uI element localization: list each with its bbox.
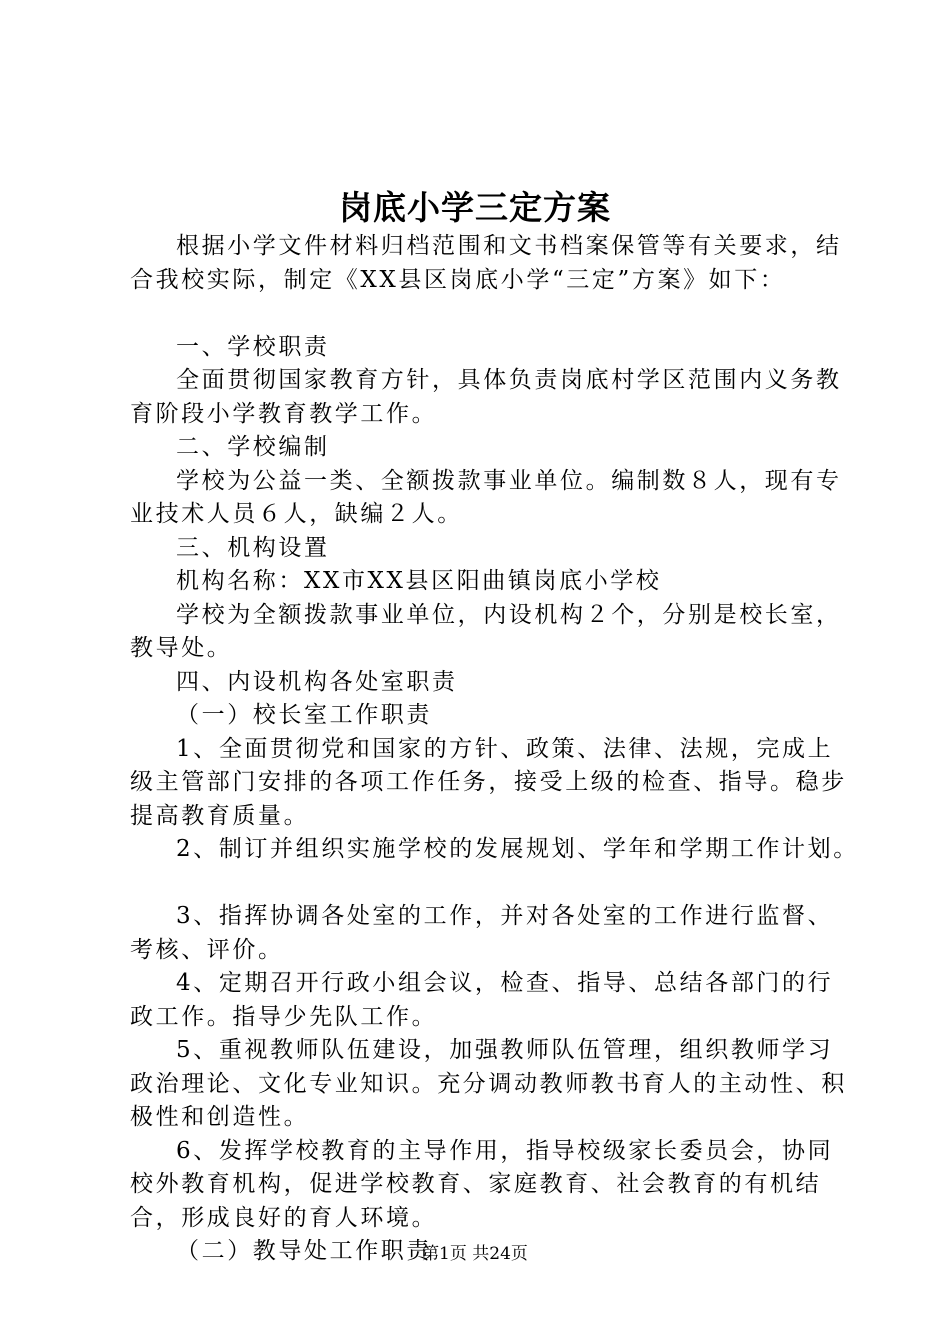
list-item-duty-3: 3、指挥协调各处室的工作，并对各处室的工作进行监督、考核、评价。 — [130, 903, 834, 963]
paragraph-staffing: 学校为公益一类、全额拨款事业单位。编制数８人，现有专业技术人员６人，缺编２人。 — [130, 467, 842, 527]
paragraph-organization-units: 学校为全额拨款事业单位，内设机构２个，分别是校长室，教导处。 — [130, 601, 842, 661]
page-number-footer: 第1页 共24页 — [422, 1244, 528, 1264]
section-heading-school-duties: 一、学校职责 — [176, 333, 330, 360]
subsection-heading-teaching-office: （二）教导处工作职责 — [176, 1238, 432, 1264]
list-item-duty-4: 4、定期召开行政小组会议，检查、指导、总结各部门的行政工作。指导少先队工作。 — [130, 970, 834, 1030]
section-heading-unit-duties: 四、内设机构各处室职责 — [176, 668, 458, 695]
intro-paragraph: 根据小学文件材料归档范围和文书档案保管等有关要求，结合我校实际，制定《XX县区岗底小学“三定”方案》如下： — [130, 233, 842, 293]
paragraph-school-duties: 全面贯彻国家教育方针，具体负责岗底村学区范围内义务教育阶段小学教育教学工作。 — [130, 367, 842, 427]
list-item-duty-5: 5、重视教师队伍建设，加强教师队伍管理，组织教师学习政治理论、文化专业知识。充分调动教师教书育人的主动性、积极性和创造性。 — [130, 1037, 847, 1130]
section-heading-organization: 三、机构设置 — [176, 534, 330, 561]
document-title: 岗底小学三定方案 — [339, 188, 611, 227]
section-heading-staffing: 二、学校编制 — [176, 434, 330, 460]
list-item-duty-2: 2、制订并组织实施学校的发展规划、学年和学期工作计划。 — [176, 836, 859, 862]
subsection-heading-principal-office: （一）校长室工作职责 — [176, 702, 432, 728]
list-item-duty-6: 6、发挥学校教育的主导作用，指导校级家长委员会，协同校外教育机构，促进学校教育、家庭教育、社会教育的有机结合，形成良好的育人环境。 — [130, 1137, 834, 1231]
document-body — [130, 230, 859, 1269]
list-item-duty-1: 1、全面贯彻党和国家的方针、政策、法律、法规，完成上级主管部门安排的各项工作任务，接受上级的检查、指导。稳步提高教育质量。 — [130, 735, 847, 829]
paragraph-organization-name: 机构名称：XX市XX县区阳曲镇岗底小学校 — [176, 568, 662, 594]
